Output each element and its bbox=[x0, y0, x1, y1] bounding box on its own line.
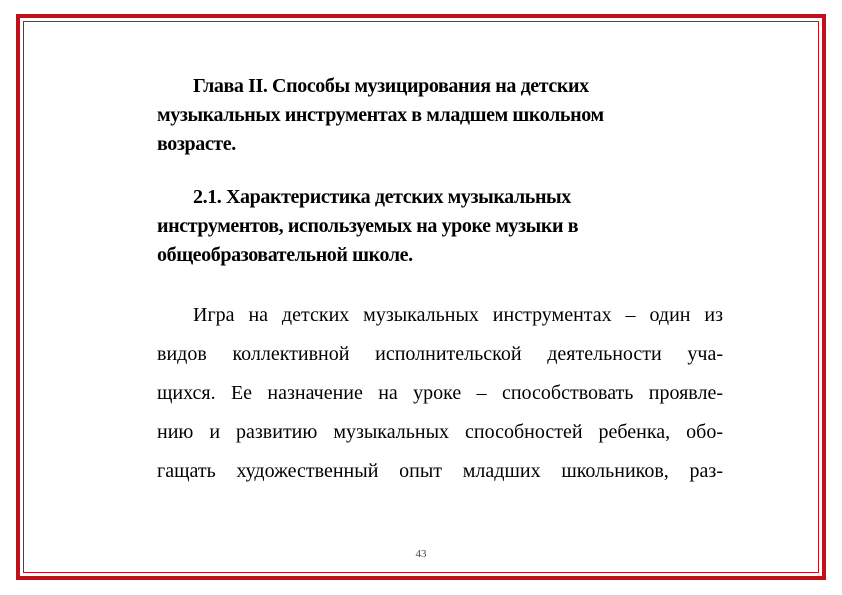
page-number: 43 bbox=[415, 548, 427, 560]
body-line: нию и развитию музыкальных способностей ребенка, обо- bbox=[157, 421, 723, 443]
body-line: гащать художественный опыт младших школьников, раз- bbox=[157, 460, 723, 482]
chapter-heading-line: возрасте. bbox=[157, 133, 236, 155]
chapter-heading-line: музыкальных инструментах в младшем школьном bbox=[157, 104, 604, 126]
section-heading-line: общеобразовательной школе. bbox=[157, 244, 413, 266]
section-heading-line: инструментов, используемых на уроке музыки в bbox=[157, 215, 579, 237]
section-heading-line: 2.1. Характеристика детских музыкальных bbox=[193, 186, 571, 208]
page-content bbox=[157, 72, 723, 491]
body-line: Игра на детских музыкальных инструментах – один из bbox=[193, 304, 723, 326]
body-line: щихся. Ее назначение на уроке – способствовать проявле- bbox=[157, 382, 723, 404]
chapter-heading-line: Глава II. Способы музицирования на детских bbox=[193, 75, 589, 97]
body-paragraph bbox=[157, 296, 723, 491]
body-line: видов коллективной исполнительской деятельности уча- bbox=[157, 343, 723, 365]
section-heading bbox=[157, 183, 723, 270]
chapter-heading bbox=[157, 72, 723, 159]
